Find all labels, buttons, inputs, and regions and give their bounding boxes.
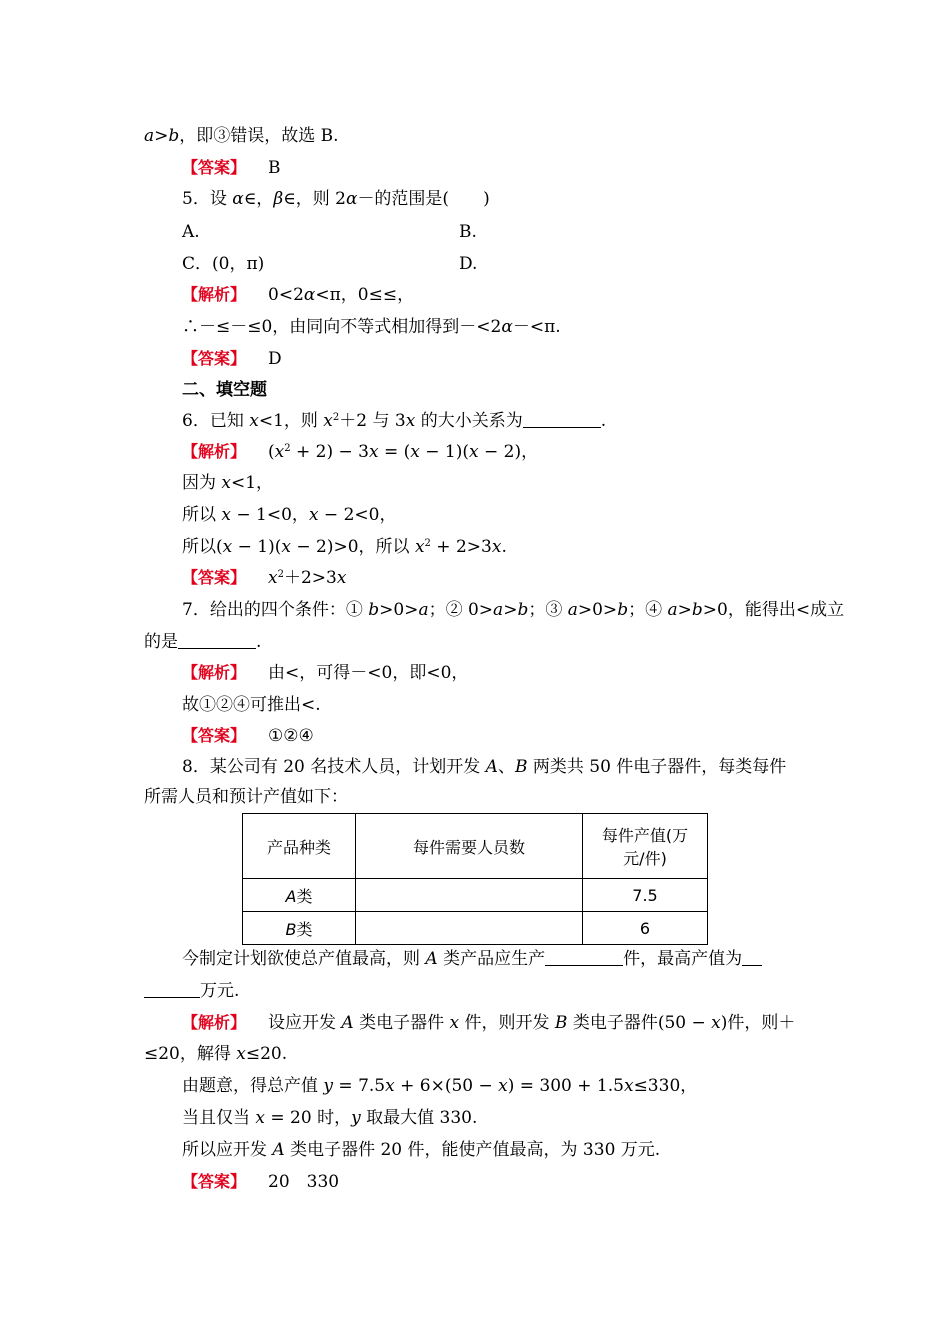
option-d: D. [459, 254, 478, 274]
question-5-stem: 5．设 α∈，β∈，则 2α－的范围是( ) [182, 189, 490, 209]
table-header-cell: 产品种类 [243, 814, 356, 879]
option-c: C．(0，π) [182, 254, 265, 274]
analysis-line: ≤20，解得 x≤20. [144, 1044, 288, 1064]
question-8-question-cont: 万元. [144, 980, 239, 1002]
answer-tag: 【答案】 [182, 158, 247, 177]
analysis-tag: 【解析】 [182, 285, 247, 304]
analysis-line: ∴－≤－≤0，由同向不等式相加得到－<2α－<π. [182, 317, 561, 337]
table-row [243, 879, 708, 912]
option-b: B. [459, 222, 477, 242]
question-8-question: 今制定计划欲使总产值最高，则 A 类产品应生产 件，最高产值为 [182, 948, 762, 970]
question-8-stem-cont: 所需人员和预计产值如下： [144, 787, 348, 807]
answer-tag: 【答案】 [182, 568, 247, 587]
option-a: A. [182, 222, 200, 242]
section-heading: 二、填空题 [182, 380, 267, 400]
answer-line: 【答案】 B [182, 158, 281, 178]
table-row [243, 912, 708, 945]
analysis-line: 【解析】 由<，可得－<0，即<0， [182, 663, 469, 683]
table-header-row [243, 814, 708, 879]
answer-tag: 【答案】 [182, 1172, 247, 1191]
answer-line: 【答案】 $x^2+2>3x$ [182, 568, 347, 588]
analysis-line: 【解析】 设应开发 A 类电子器件 x 件，则开发 B 类电子器件(50 − x)件，则＋ [182, 1013, 796, 1033]
question-6-stem: 6．已知 x<1，则 $x^2+2$ 与 3x 的大小关系为 . [182, 411, 607, 431]
table-header-cell: 每件需要人员数 [356, 814, 583, 879]
analysis-tag: 【解析】 [182, 442, 247, 461]
table-header-cell: 每件产值(万 元/件) [583, 814, 708, 879]
table-cell [356, 912, 583, 945]
analysis-line: 所以 x − 1<0，x − 2<0， [182, 505, 397, 525]
table-cell: 7.5 [583, 879, 708, 912]
product-table [242, 813, 708, 945]
answer-blank [144, 981, 200, 998]
answer-tag: 【答案】 [182, 349, 247, 368]
answer-blank [742, 949, 762, 966]
analysis-tag: 【解析】 [182, 1013, 247, 1032]
table-cell: A类 [243, 879, 356, 912]
question-8-stem: 8．某公司有 20 名技术人员，计划开发 A、B 两类共 50 件电子器件，每类每件 [182, 757, 787, 777]
analysis-line: 故①②④可推出<. [182, 695, 321, 715]
analysis-line: 当且仅当 x = 20 时，y 取最大值 330. [182, 1108, 478, 1128]
answer-tag: 【答案】 [182, 726, 247, 745]
analysis-line: 因为 x<1， [182, 473, 274, 493]
analysis-tag: 【解析】 [182, 663, 247, 682]
table-cell: B类 [243, 912, 356, 945]
answer-line: 【答案】 D [182, 349, 282, 369]
analysis-line: 所以(x − 1)(x − 2)>0，所以 $x^2 + 2>3x$. [182, 537, 507, 557]
text-line: a>b，即③错误，故选 B. [144, 126, 339, 146]
analysis-line: 【解析】 $(x^2 + 2) - 3x = (x - 1)(x - 2)$， [182, 442, 539, 462]
answer-blank [545, 949, 623, 966]
question-7-stem-cont: 的是 . [144, 632, 262, 652]
answer-line: 【答案】 20 330 [182, 1172, 340, 1192]
table-cell: 6 [583, 912, 708, 945]
answer-line: 【答案】 ①②④ [182, 726, 314, 746]
analysis-line: 所以应开发 A 类电子器件 20 件，能使产值最高，为 330 万元. [182, 1140, 661, 1160]
answer-blank [523, 411, 601, 428]
analysis-line: 【解析】 0<2α<π，0≤≤， [182, 285, 415, 305]
analysis-line: 由题意，得总产值 y = 7.5x + 6×(50 − x) = 300 + 1.5x≤330， [182, 1076, 698, 1096]
table-cell [356, 879, 583, 912]
question-7-stem: 7．给出的四个条件：① b>0>a；② 0>a>b；③ a>0>b；④ a>b>0，能得出<成立 [182, 600, 845, 620]
answer-blank [178, 632, 256, 649]
